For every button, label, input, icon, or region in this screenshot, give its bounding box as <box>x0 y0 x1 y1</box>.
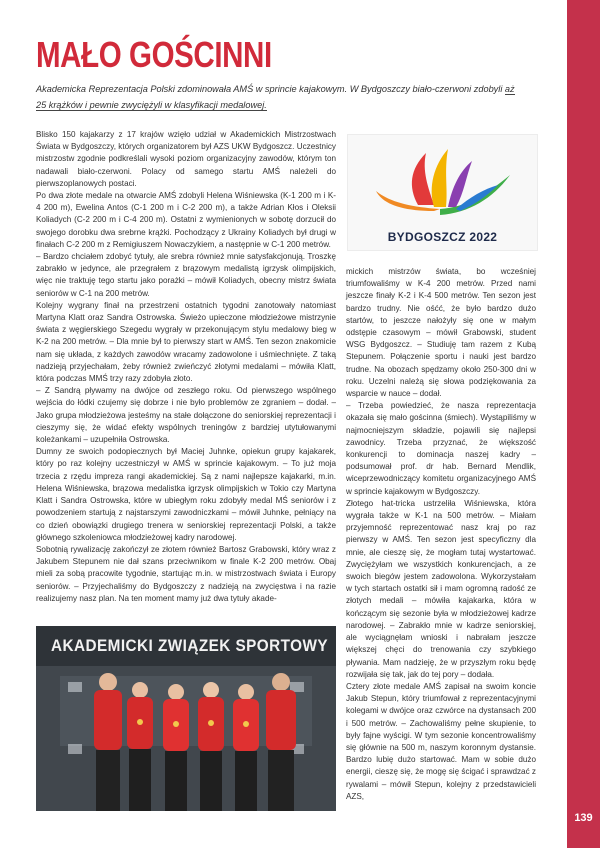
page-number: 139 <box>574 812 593 824</box>
accent-sidebar <box>567 0 600 848</box>
lead-part-2: aż 25 krążków i pewnie zwyciężyli w klasyfikacji medalowej. <box>36 84 515 110</box>
paragraph: – Z Sandrą pływamy na dwójce od zeszłego roku. Od pierwszego wspólnego wejścia do łódki czujemy się dobrze i nie było problemów ze zgraniem – dodał. – Jako grupa młodzieżowa jesteśmy na stałe dołączone do seniorskiej reprezentacji i cieszymy się, że widać efekty wspólnych treningów z bardziej utytułowanymi koleżankami – uzupełniła Ostrowska. <box>36 386 336 445</box>
bydgoszcz-2022-logo <box>347 134 538 251</box>
article-title: MAŁO GOŚCINNI <box>36 34 272 75</box>
lead-part-1: Akademicka Reprezentacja Polski zdominowała AMŚ w sprincie kajakowym. W Bydgoszczy biało-czerwoni zdobyli <box>36 84 503 94</box>
paragraph: Kolejny wygrany finał na przestrzeni ostatnich tygodni zanotowały natomiast Martyna Klatt oraz Sandra Ostrowska. Świeżo upieczone młodzieżowe mistrzynie świata z węgierskiego Szegedu wygrały w przekonującym stylu medalowy bieg w K-2 na 200 metrów. – Dla mnie był to pierwszy start w AMŚ. Ten sezon znakomicie nam się układa, z każdych zawodów wracamy zadowolone i uśmiechnięte. Z taką nadzieją przyjechałam, żeby również zwieńczyć złotymi medalami – mówiła Klatt, która podczas MMŚ trzy razy zdobyła złoto. <box>36 300 336 384</box>
photo-banner: AKADEMICKI ZWIĄZEK SPORTOWY <box>51 636 329 655</box>
logo-text: BYDGOSZCZ 2022 <box>387 230 498 244</box>
paragraph: Po dwa złote medale na otwarcie AMŚ zdobyli Helena Wiśniewska (K-1 200 m i K-4 200 m), Ewelina Antos (C-1 200 m i C-2 200 m), a także Adrian Kłos i Oleksii Koliadych (C-2 200 m i C-4 200 m). Ostatni z wymienionych w sobotę dorzucił do swojego dorobku dwa srebrne krążki. Pochodzący z Ukrainy Koliadych był drugi w finałach C-2 200 m z Remigiuszem Nowaczykiem, a następnie w C-1 200 metrów. <box>36 191 336 249</box>
paragraph: Blisko 150 kajakarzy z 17 krajów wzięło udział w Akademickich Mistrzostwach Świata w Bydgoszczy, których organizatorem był AZS UKW Bydgoszcz. Uczestnicy mistrzostw zgodnie podkreślali wysoki poziom organizacyjny zawodów, którym ton nadawali biało-czerwoni. Polacy od samego startu AMŚ należeli do pierwszoplanowych postaci. <box>36 130 336 188</box>
paragraph: mickich mistrzów świata, bo wcześniej triumfowaliśmy w K-4 200 metrów. Przed nami jeszcze finały K-2 i K-4 500 metrów. Ten sezon jest bardzo trudny. Nie ośćć, że było bardzo dużo startów, to jeszcze nałożyły się one w małym odstępie czasowym – mówił Grabowski, student WSG Bydgoszcz. – Studiuję tam razem z Kubą Stepunem. Połączenie sportu i nauki jest bardzo trudne. Na obozach spędzamy około 250-300 dni w roku. Uczelni należą się słowa podziękowania za wsparcie w nauce – dodał. <box>346 267 536 399</box>
paragraph: Sobotnią rywalizację zakończył ze złotem również Bartosz Grabowski, który wraz z Jakubem Stepunem nie dał szans przeciwnikom w finale K-2 200 metrów. Obaj mieli za sobą pracowite tygodnie, startując m.in. w mistrzostwach świata i Europy seniorów. – Przyjechaliśmy do Bydgoszczy z nadzieją na zwycięstwa i na razie realizujemy nasz plan. Na ten moment mamy już dwa tytuły akade- <box>36 544 336 603</box>
paragraph: Cztery złote medale AMŚ zapisał na swoim koncie Jakub Stepun, który triumfował z reprezentacyjnymi kolegami w dwójce oraz czwórce na dystansach 200 i 500 metrów. – Zachowaliśmy pełne skupienie, to były fajne wyścigi. W tym sezonie koncentrowaliśmy się głównie na 500 m, naszym koronnym dystansie. Bardzo lubię dużo startować. Mam w sobie dużo energii, cieszę się, że mogę się ścigać i sprawdzać z rywalami – mówił Stepun, kolejny z przedstawicieli AZS, <box>346 681 536 801</box>
body-column-right <box>346 266 536 803</box>
article-lead <box>36 82 526 113</box>
paragraph: Złotego hat-tricka ustrzeliła Wiśniewska, która wygrała także w K-1 na 500 metrów. – Miałam przyjemność reprezentować nasz kraj po raz pierwszy w AMŚ. Ten sezon jest specyficzny dla mnie, ale cieszę się, że mogłam tutaj wystartować. Zwyciężyłam we wszystkich konkurencjach, a ze swoich biegów jestem zadowolona. Wykorzystałam w tych startach ostatki sił i mam ogromną radość ze złotych medali – mówiła kajakarka, która w kończącym się sezonie była w młodzieżowej kadrze narodowej. – Zabrakło mnie w kadrze seniorskiej, ale wyciągnęłam wnioski i nabrałam jeszcze większej chęci do trenowania czy szybkiego pływania. Mam nadzieję, że w przyszłym roku będę rozwijała się tak, jak do tej pory – dodała. <box>346 498 536 679</box>
team-photo <box>36 626 336 811</box>
paragraph: – Trzeba powiedzieć, że nasza reprezentacja okazała się mało gościnna (śmiech). Wystąpiliśmy w najmocniejszym składzie, pojawili się najlepsi zawodnicy. Trzeba przyznać, że większość konkurencji to dominacja naszej kadry – podsumował prof. dr hab. Bernard Mendlik, wiceprzewodniczący komitetu organizacyjnego AMŚ w sprincie kajakowym w Bydgoszczy. <box>346 401 536 496</box>
paragraph: – Bardzo chciałem zdobyć tytuły, ale srebra również mnie satysfakcjonują. Troszkę zabrakło w jedynce, ale przegrałem z brązowym medalistą igrzysk olimpijskich, więc nie traktuję tego startu jako porażki – mówił Koliadych, obecny mistrz świata seniorów w C-1 na 200 metrów. <box>36 252 336 298</box>
body-column-left <box>36 129 336 605</box>
paragraph: Dumny ze swoich podopiecznych był Maciej Juhnke, opiekun grupy kajakarek, który po raz kolejny uczestniczył w AMŚ w sprincie kajakowym. – To już moja trzecia z rzędu impreza rangi akademickiej. Są z nami najlepsze kajakarki, m.in. Helena Wiśniewska, brązowa medalistka igrzysk olimpijskich w Tokio czy Martyna Klatt i Sandra Ostrowska, które w ubiegłym roku zdobyły medal MŚ seniorów i z powodzeniem startują z najstarszymi zawodniczkami – mówił Juhnke, pełniący na co dzień obowiązki drugiego trenera w seniorskiej reprezentacji Polski, a także głównego szkoleniowca młodzieżowej kadry narodowej. <box>36 447 336 542</box>
